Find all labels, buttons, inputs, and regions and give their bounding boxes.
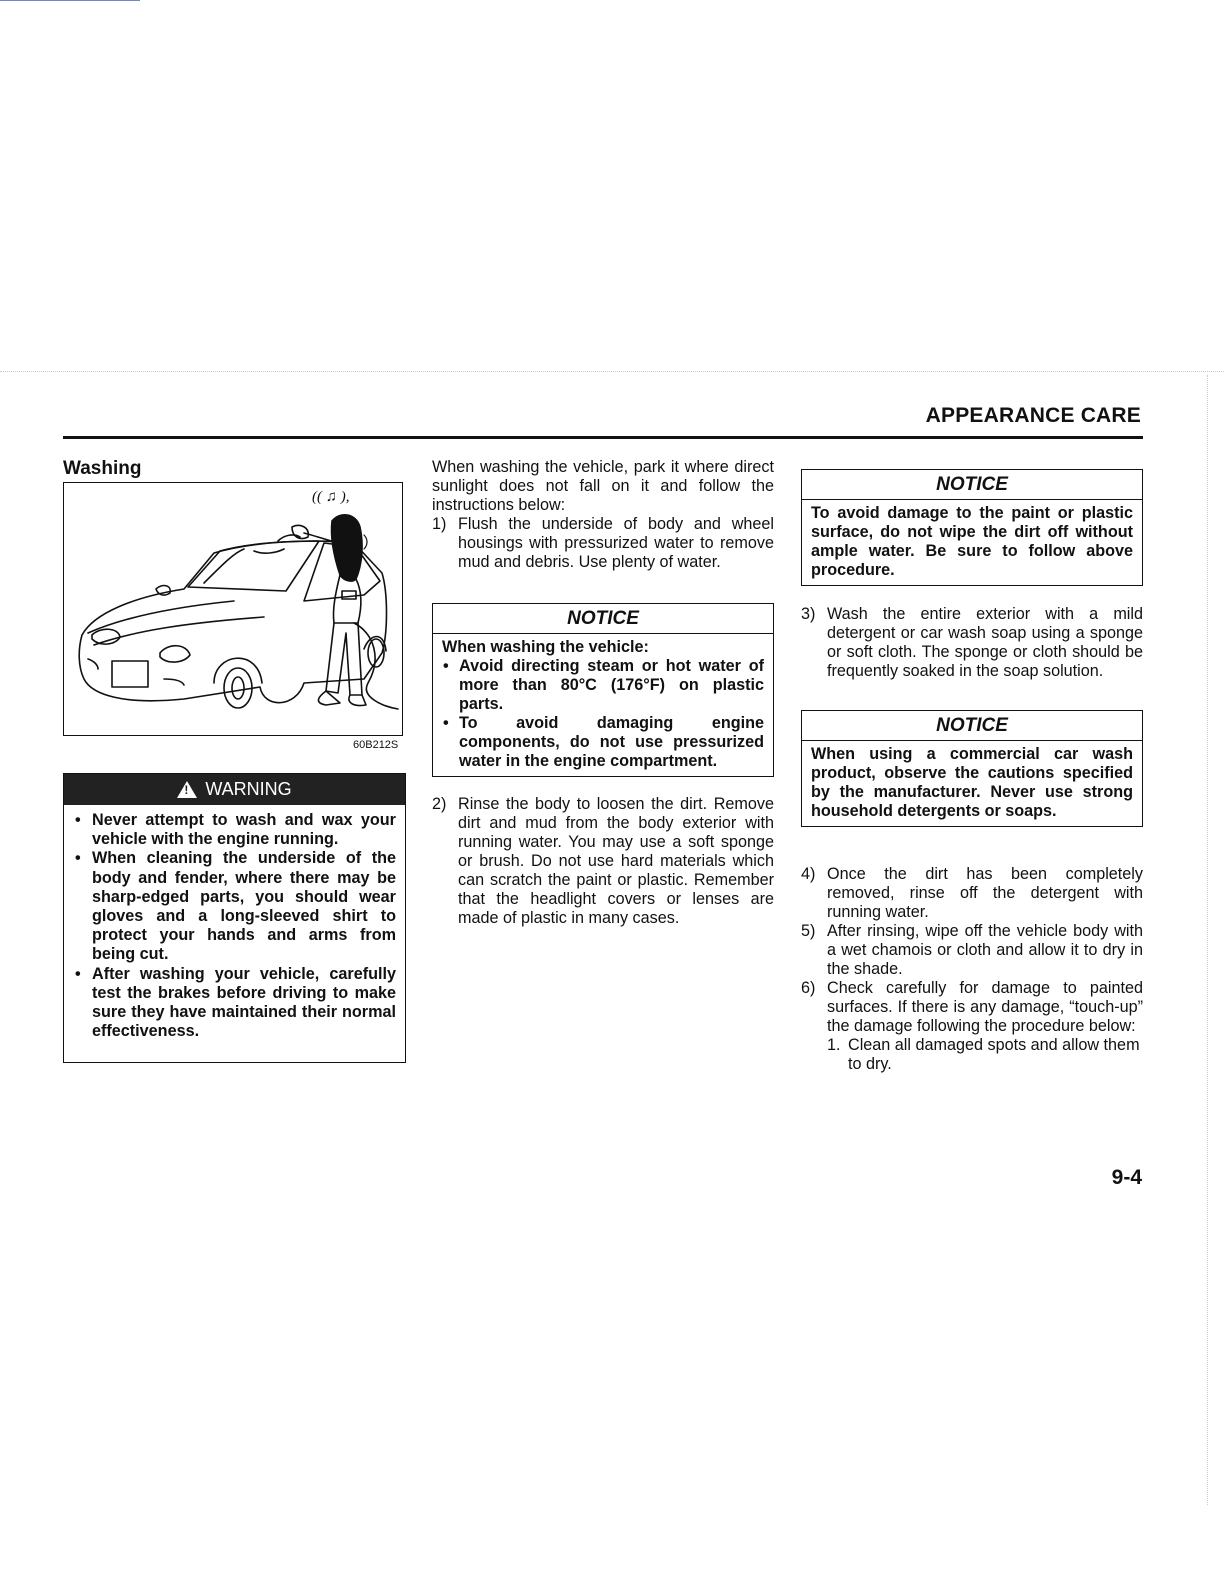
warning-box [63, 773, 406, 1063]
step-2 [432, 795, 774, 928]
step-6 [801, 979, 1143, 1036]
column-right-lower [801, 865, 1143, 1074]
bottom-link-line [0, 0, 140, 1]
column-right-upper [801, 605, 1143, 681]
warning-item: • Never attempt to wash and wax your vehicle with the engine running. [73, 811, 396, 849]
notice-body: When using a commercial car wash product, observe the cautions specified by the manufacturer. Never use strong household detergents or soaps. [811, 745, 1133, 820]
notice-title: NOTICE [433, 604, 773, 634]
notice-lead: When washing the vehicle: [442, 638, 649, 656]
notice-body: To avoid damage to the paint or plastic surface, do not wipe the dirt off without ample water. Be sure to follow above procedure. [811, 504, 1133, 579]
substep-number: 1. [827, 1036, 841, 1054]
notice-box-detergent [801, 710, 1143, 827]
step-text: Flush the underside of body and wheel housings with pressurized water to remove mud and debris. Use plenty of water. [458, 515, 774, 571]
step-3 [801, 605, 1143, 681]
column-middle [432, 458, 774, 572]
step-text: Rinse the body to loosen the dirt. Remove dirt and mud from the body exterior with running water. You may use a soft sponge or brush. Do not use hard materials which can scratch the paint or plastic. Remember that the headlight covers or lenses are made of plastic in many cases. [458, 795, 774, 927]
step-number: 6) [801, 979, 816, 997]
notice-box-steam [432, 603, 774, 777]
substep-text: Clean all damaged spots and allow them to dry. [848, 1036, 1140, 1073]
header-rule [63, 436, 1143, 439]
step-text: Wash the entire exterior with a mild detergent or car wash soap using a sponge or soft cloth. The sponge or cloth should be frequently soaked in the soap solution. [827, 605, 1143, 680]
section-title: Washing [63, 458, 142, 479]
step-text: Check carefully for damage to painted surfaces. If there is any damage, “touch-up” the damage following the procedure below: [827, 979, 1143, 1035]
substep-1 [801, 1036, 1143, 1074]
running-header: APPEARANCE CARE [925, 404, 1141, 427]
step-number: 4) [801, 865, 816, 883]
notice-list [442, 657, 764, 771]
step-number: 2) [432, 795, 447, 813]
warning-item: • When cleaning the underside of the body and fender, where there may be sharp-edged parts, you should wear gloves and a long-sleeved shirt to protect your hands and arms from being cut. [73, 849, 396, 964]
svg-text:(( ♫ ),: (( ♫ ), [312, 489, 350, 505]
step-5 [801, 922, 1143, 979]
step-number: 3) [801, 605, 816, 623]
washing-illustration [63, 482, 403, 736]
warning-triangle-icon: ! [177, 781, 197, 798]
scan-right-edge [1207, 375, 1208, 1505]
warning-title: WARNING [205, 779, 292, 799]
notice-title: NOTICE [802, 711, 1142, 741]
column-middle-lower [432, 795, 774, 928]
warning-list [73, 811, 396, 1041]
step-number: 1) [432, 515, 447, 533]
scan-edge-line [0, 371, 1224, 372]
step-1 [432, 515, 774, 572]
warning-item: • After washing your vehicle, carefully test the brakes before driving to make sure they have maintained their normal effectiveness. [73, 965, 396, 1042]
step-4 [801, 865, 1143, 922]
step-text: After rinsing, wipe off the vehicle body with a wet chamois or cloth and allow it to dry in the shade. [827, 922, 1143, 978]
step-text: Once the dirt has been completely removed, rinse off the detergent with running water. [827, 865, 1143, 921]
figure-caption: 60B212S [353, 739, 399, 751]
notice-title: NOTICE [802, 470, 1142, 500]
notice-body [433, 634, 773, 776]
intro-paragraph: When washing the vehicle, park it where direct sunlight does not fall on it and follow the instructions below: [432, 458, 774, 514]
notice-item: • To avoid damaging engine components, do not use pressurized water in the engine compartment. [442, 714, 764, 771]
warning-header [64, 774, 405, 805]
notice-item: • Avoid directing steam or hot water of more than 80°C (176°F) on plastic parts. [442, 657, 764, 714]
page-number: 9-4 [1111, 1166, 1142, 1189]
notice-box-paint [801, 469, 1143, 586]
step-number: 5) [801, 922, 816, 940]
